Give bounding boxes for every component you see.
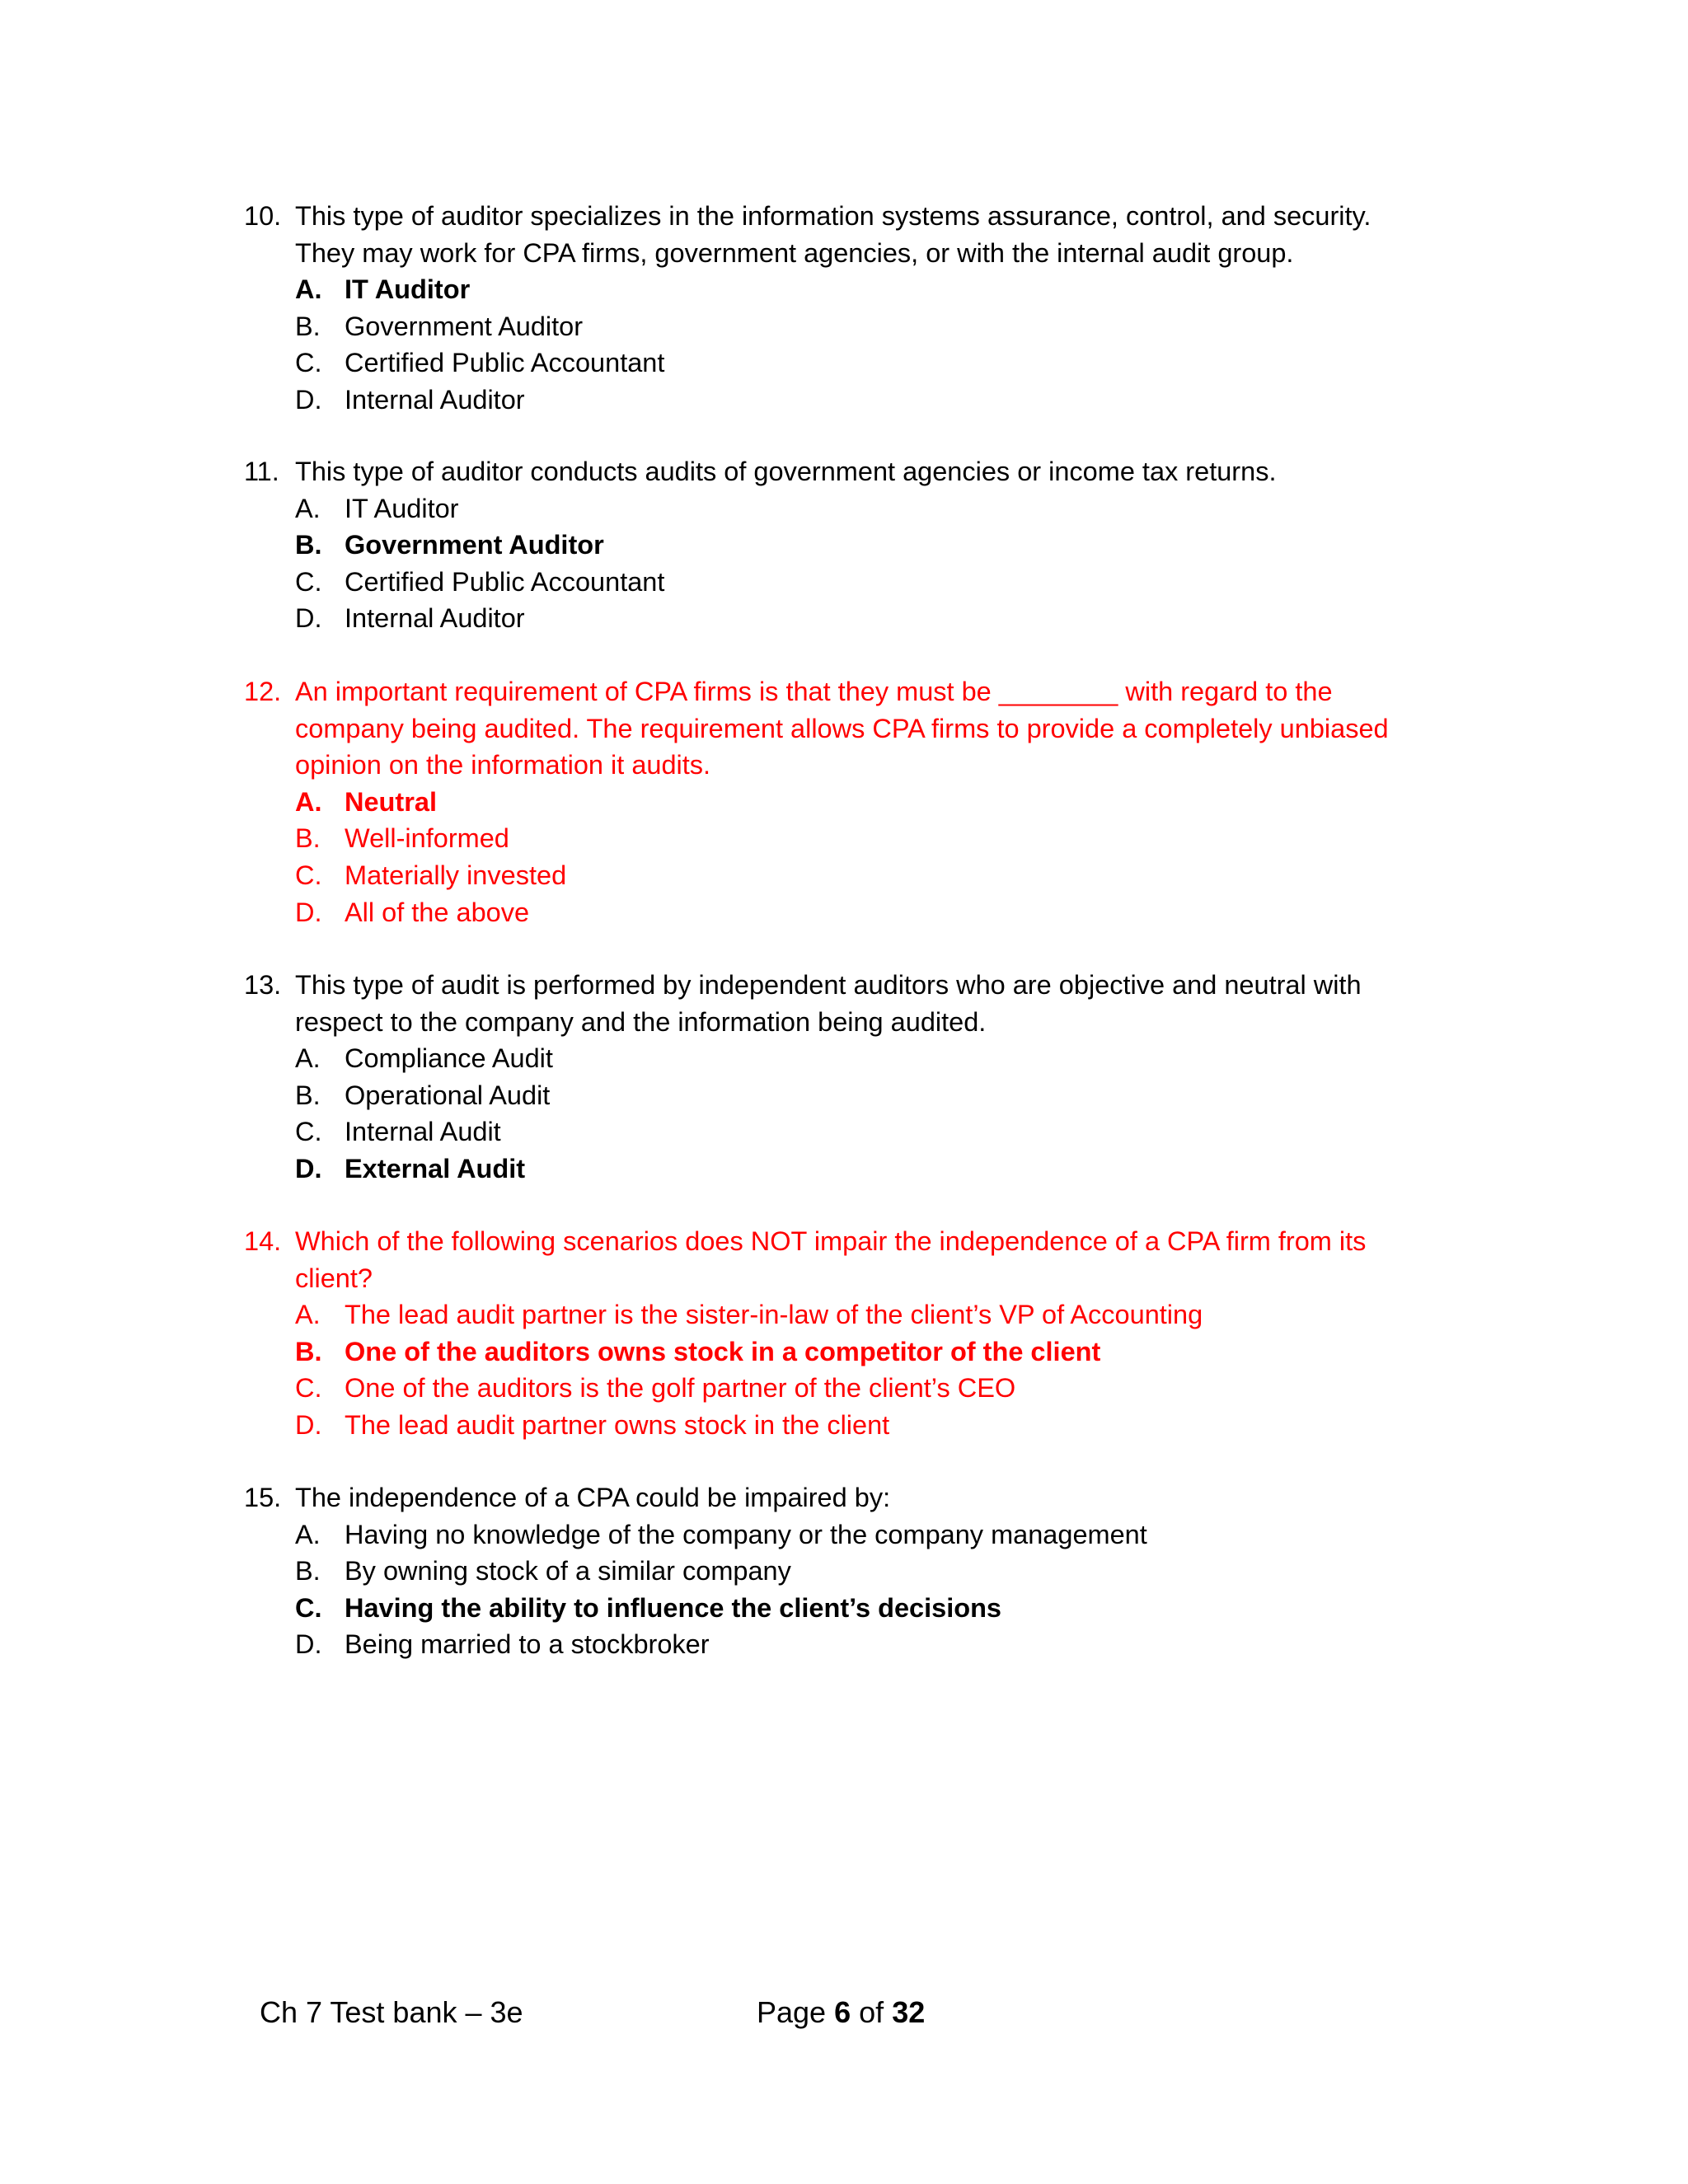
option-text: Well-informed <box>345 823 509 854</box>
page-total: 32 <box>892 1995 926 2029</box>
question-text-line: This type of audit is performed by independent auditors who are objective and neutral with <box>295 970 1362 1000</box>
option-letter: D. <box>295 1153 322 1183</box>
question-stem <box>244 1479 1464 1516</box>
option-text: Government Auditor <box>345 530 604 560</box>
answer-option-b <box>244 1333 1464 1371</box>
option-letter: B. <box>295 311 321 341</box>
option-text: One of the auditors is the golf partner of the client’s CEO <box>345 1373 1016 1404</box>
question-text-line: client? <box>295 1263 373 1293</box>
of-word: of <box>859 1995 884 2029</box>
option-letter: A. <box>295 786 322 817</box>
question-text-line: respect to the company and the information being audited. <box>295 1006 987 1037</box>
option-text: Internal Audit <box>345 1117 501 1147</box>
page-current: 6 <box>834 1995 851 2029</box>
question-number: 15. <box>244 1483 282 1512</box>
question-text-line: This type of auditor conducts audits of government agencies or income tax returns. <box>295 457 1277 486</box>
question-stem <box>244 673 1464 784</box>
option-letter: C. <box>295 566 322 597</box>
question-stem <box>244 453 1464 490</box>
question-10 <box>244 198 1464 419</box>
question-text-line: An important requirement of CPA firms is that they must be ________ with regard to the <box>295 677 1333 706</box>
answer-options <box>244 1516 1464 1663</box>
answer-option-d <box>244 1407 1464 1444</box>
answer-option-b <box>244 308 1464 345</box>
option-letter: C. <box>295 1117 322 1147</box>
option-text: Materially invested <box>345 860 567 890</box>
answer-options <box>244 1296 1464 1443</box>
answer-option-d <box>244 600 1464 637</box>
question-stem <box>244 967 1464 1040</box>
option-text: Compliance Audit <box>345 1043 553 1074</box>
answer-options <box>244 784 1464 930</box>
option-letter: A. <box>295 1519 321 1549</box>
answer-option-d <box>244 382 1464 419</box>
question-13 <box>244 967 1464 1188</box>
question-number: 11. <box>244 457 279 486</box>
option-letter: B. <box>295 1556 321 1586</box>
answer-option-c <box>244 1113 1464 1151</box>
answer-option-b <box>244 1553 1464 1590</box>
option-text: Certified Public Accountant <box>345 566 665 597</box>
answer-option-a <box>244 1040 1464 1077</box>
option-text: Having no knowledge of the company or the company management <box>345 1519 1147 1549</box>
option-text: By owning stock of a similar company <box>345 1556 791 1586</box>
answer-option-a <box>244 490 1464 527</box>
option-text: The lead audit partner owns stock in the client <box>345 1409 890 1440</box>
answer-option-d <box>244 1626 1464 1663</box>
answer-options <box>244 490 1464 637</box>
option-text: The lead audit partner is the sister-in-law of the client’s VP of Accounting <box>345 1300 1203 1330</box>
answer-option-b <box>244 527 1464 564</box>
option-text: IT Auditor <box>345 493 459 523</box>
option-letter: D. <box>295 603 322 634</box>
question-text-line: This type of auditor specializes in the information systems assurance, control, and security. <box>295 201 1372 231</box>
question-number: 13. <box>244 970 282 1000</box>
question-text-line: They may work for CPA firms, government agencies, or with the internal audit group. <box>295 237 1294 268</box>
answer-option-a <box>244 271 1464 308</box>
option-letter: A. <box>295 1043 321 1074</box>
answer-option-c <box>244 344 1464 382</box>
answer-options <box>244 271 1464 418</box>
question-14 <box>244 1223 1464 1444</box>
option-letter: A. <box>295 1300 321 1330</box>
option-letter: A. <box>295 493 321 523</box>
option-text: Internal Auditor <box>345 384 525 415</box>
option-letter: B. <box>295 1336 322 1366</box>
option-letter: C. <box>295 860 322 890</box>
question-number: 12. <box>244 677 282 706</box>
question-11 <box>244 453 1464 637</box>
answer-option-c <box>244 564 1464 601</box>
question-15 <box>244 1479 1464 1663</box>
option-text: Internal Auditor <box>345 603 525 634</box>
option-text: Being married to a stockbroker <box>345 1629 710 1660</box>
question-text-line: opinion on the information it audits. <box>295 750 711 780</box>
question-number: 14. <box>244 1226 282 1256</box>
option-letter: B. <box>295 1080 321 1110</box>
question-12 <box>244 673 1464 930</box>
question-text-line: Which of the following scenarios does NOT impair the independence of a CPA firm from its <box>295 1226 1367 1256</box>
option-text: Certified Public Accountant <box>345 348 665 378</box>
option-letter: D. <box>295 897 322 927</box>
question-stem <box>244 1223 1464 1296</box>
option-letter: D. <box>295 1409 322 1440</box>
option-text: External Audit <box>345 1153 526 1183</box>
option-letter: C. <box>295 1592 322 1623</box>
option-letter: B. <box>295 530 322 560</box>
option-text: Neutral <box>345 786 437 817</box>
answer-option-b <box>244 1077 1464 1114</box>
question-text-line: company being audited. The requirement allows CPA firms to provide a completely unbiased <box>295 713 1389 743</box>
answer-option-d <box>244 1151 1464 1188</box>
footer-doc-label: Ch 7 Test bank – 3e <box>260 1995 523 2029</box>
answer-option-a <box>244 784 1464 821</box>
answer-option-c <box>244 1590 1464 1627</box>
answer-option-a <box>244 1516 1464 1554</box>
option-letter: C. <box>295 1373 322 1404</box>
question-stem <box>244 198 1464 271</box>
answer-option-c <box>244 1370 1464 1407</box>
answer-option-b <box>244 820 1464 857</box>
page-word: Page <box>757 1995 827 2029</box>
option-letter: D. <box>295 1629 322 1660</box>
option-letter: A. <box>295 274 322 305</box>
option-text: Having the ability to influence the client’s decisions <box>345 1592 1002 1623</box>
option-text: Operational Audit <box>345 1080 551 1110</box>
option-text: Government Auditor <box>345 311 584 341</box>
option-letter: B. <box>295 823 321 854</box>
option-text: IT Auditor <box>345 274 471 305</box>
answer-options <box>244 1040 1464 1187</box>
option-letter: C. <box>295 348 322 378</box>
footer-page-number <box>757 1994 925 2031</box>
answer-option-d <box>244 894 1464 931</box>
answer-option-c <box>244 857 1464 894</box>
option-text: One of the auditors owns stock in a competitor of the client <box>345 1336 1101 1366</box>
question-text-line: The independence of a CPA could be impaired by: <box>295 1483 891 1512</box>
option-text: All of the above <box>345 897 530 927</box>
question-number: 10. <box>244 201 282 231</box>
option-letter: D. <box>295 384 322 415</box>
answer-option-a <box>244 1296 1464 1333</box>
